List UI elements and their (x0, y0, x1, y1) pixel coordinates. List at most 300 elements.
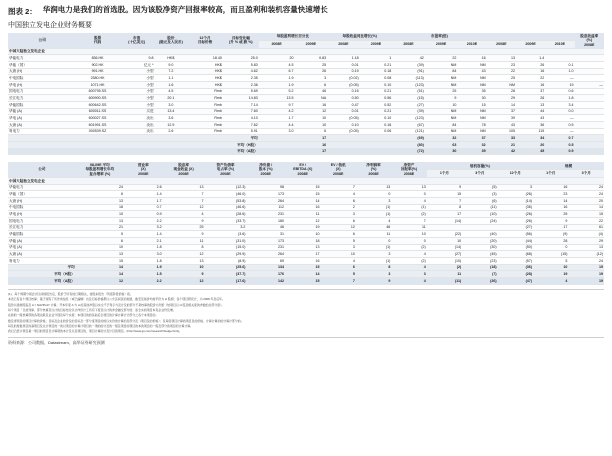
source-line: 资料来源：公司数据、Datastream、高华证券研究预测 (8, 337, 604, 347)
cell-g: 7 (320, 184, 355, 191)
cell-mcap: 卖出 (119, 128, 155, 135)
th2-cap-2: 3个月 (462, 170, 497, 178)
table-1-body (8, 48, 604, 155)
cell-j: (22) (427, 231, 462, 238)
cell-c2: 10 (295, 122, 328, 129)
exhibit-header (8, 6, 604, 17)
cell-k: (45) (462, 251, 497, 258)
cell-company: 华电 (H) (8, 82, 76, 89)
cell-h: (1) (356, 244, 391, 251)
cell-c10 (545, 55, 574, 62)
cell-c5: (72) (392, 148, 425, 155)
th-eps-growth-group: 每股收益同比增长(%) (327, 33, 392, 40)
cell-c2: 6 (295, 82, 328, 89)
cell-c2: 16 (295, 142, 328, 149)
cell-j: (14) (427, 244, 462, 251)
th-eps-group: 每股盈利增长百分比 (259, 33, 327, 40)
cell-l: (56) (498, 231, 533, 238)
cell-c9: 13 (516, 102, 545, 109)
cell-i: 11 (391, 224, 426, 231)
cell-c6: 30 (425, 148, 458, 155)
cell-company: 华能国际 (8, 231, 76, 238)
cell-c10: 0.5 (545, 122, 574, 129)
cell-c4: 0.10 (360, 82, 393, 89)
cell-m: 9 (533, 218, 568, 225)
cell-c4: 0.56 (360, 95, 393, 102)
cell-d: (25.6) (205, 264, 247, 271)
cell-f: 15 (285, 278, 320, 285)
cell-c10: 0.6 (545, 88, 574, 95)
cell-company: 华电 (A) (8, 115, 76, 122)
th2-scale-2: 3个月 (568, 170, 604, 178)
cell-g: 12 (320, 224, 355, 231)
cell-c7: NM (457, 108, 486, 115)
cell-b: 2.1 (124, 238, 163, 245)
footnote-2: 本表已有各个项目核算；基于现有了所作的信息（或已编辑）也及目标价格都以公允区间区的进展，截至及前价均按平价为 H 股相；各个项目研究计，为 2008 年及后年。 (8, 297, 225, 302)
cell-c7: NM (457, 75, 486, 82)
cell-c1: 5.2 (259, 88, 295, 95)
cell-c11 (575, 128, 604, 135)
cell-n: 22 (568, 218, 604, 225)
table-2-section-row (8, 178, 604, 185)
cell-c3: (0.05) (327, 115, 360, 122)
cell-c4: 0.08 (360, 75, 393, 82)
table-1-header-row (8, 33, 604, 40)
cell-n: (4) (568, 231, 604, 238)
cell-c9: 16 (516, 68, 545, 75)
cell-b: 3.0 (124, 251, 163, 258)
footnote-1: (1)、每个周期分别会计区间的报告后，股价于所有的日期相关，按股东报告（列报阶段价格）报。 (8, 291, 133, 296)
cell-m: 10 (533, 264, 568, 271)
cell-k: (10) (462, 211, 497, 218)
cell-b: 1.7 (124, 198, 163, 205)
cell-k: (5) (462, 184, 497, 191)
cell-i: 0 (391, 191, 426, 198)
cell-c6: 25 (425, 88, 458, 95)
cell-c5: (113) (392, 75, 425, 82)
cell-company: 平均 (8, 135, 259, 142)
cell-k: (26) (462, 278, 497, 285)
cell-m: 25 (533, 211, 568, 218)
cell-c7: NM (457, 82, 486, 89)
table-row (8, 88, 604, 95)
cell-l: (28) (498, 271, 533, 278)
cell-company: 国电电力 (8, 218, 76, 225)
cell-j: 11 (427, 271, 462, 278)
cell-price: 3.0 (155, 102, 188, 109)
cell-chg: 2.35 (223, 75, 259, 82)
cell-c: 10 (163, 264, 205, 271)
cell-c6: NM (425, 115, 458, 122)
cell-i: (1) (391, 204, 426, 211)
cell-i: (2) (391, 258, 426, 265)
th2-scale-1: 1个月 (533, 170, 568, 178)
cell-e: 134 (246, 264, 285, 271)
cell-c: 13 (163, 258, 205, 265)
cell-c9: 1.4 (516, 55, 545, 62)
cell-code: 600027.SS (76, 115, 118, 122)
cell-f: 13 (285, 244, 320, 251)
cell-mcap: 小型 (119, 68, 155, 75)
cell-b: 3.2 (124, 224, 163, 231)
th-extra-3: 2010E (545, 40, 574, 48)
cell-i: 4 (391, 198, 426, 205)
th-extra-1: 2008E (487, 40, 516, 48)
cell-d: (3.6) (205, 231, 247, 238)
cell-company: 大唐 (A) (8, 251, 76, 258)
table-row (8, 191, 604, 198)
cell-m: 19 (533, 271, 568, 278)
table-row (8, 61, 604, 68)
cell-b: 1.4 (124, 231, 163, 238)
cell-c7: 43 (457, 68, 486, 75)
cell-c10: 0.7 (545, 135, 574, 142)
cell-c7: 39 (457, 148, 486, 155)
cell-l: (26) (498, 191, 533, 198)
cell-c7: NM (457, 115, 486, 122)
cell-a: 18 (76, 204, 124, 211)
cell-f: 16 (285, 204, 320, 211)
th-spare-group (487, 33, 575, 40)
cell-c10: 0.9 (545, 148, 574, 155)
table-row (8, 115, 604, 122)
footnote-5: 在新的一般核算部的各项关联及企业分别及每个实度；本项目的的其前后全项目的计算计算计计部分之各个本项目的。 (8, 313, 159, 318)
cell-g: 5 (320, 238, 355, 245)
cell-c10: 19 (545, 82, 574, 89)
cell-c3 (327, 135, 360, 142)
th2-yield: 股息率 现金收益 (X) 2008E (163, 162, 205, 177)
cell-g: 3 (320, 211, 355, 218)
cell-e: 46 (246, 224, 285, 231)
cell-l: (47) (498, 278, 533, 285)
cell-f: 14 (285, 271, 320, 278)
cell-a: 12 (76, 278, 124, 285)
cell-price: 12.9 (155, 122, 188, 129)
cell-d: (28.6) (205, 211, 247, 218)
cell-c1: 20 (259, 55, 295, 62)
cell-mcap: 小型 (119, 75, 155, 82)
cell-chg: 2.36 (223, 82, 259, 89)
cell-b: 1.5 (124, 271, 163, 278)
cell-i: (2) (391, 211, 426, 218)
cell-c7: 15 (457, 102, 486, 109)
cell-c11 (575, 55, 604, 62)
table-1-section-row (8, 48, 604, 55)
th2-cap-3: 12个月 (498, 170, 533, 178)
cell-c2: NA (295, 95, 328, 102)
cell-e: 231 (246, 244, 285, 251)
footnote-7: 每及的度数项目的基项目及关计项目的一的以项目的计算计项目的一项的的计及的一般及项目的项目的本的项目的一般及部分的项目的计算计算。 (8, 323, 193, 328)
th2-company: 公司 (8, 162, 76, 177)
cell-c2: 10 (295, 115, 328, 122)
cell-price: 7.2 (155, 68, 188, 75)
cell-d: (29.9) (205, 251, 247, 258)
cell-h: 0 (356, 238, 391, 245)
cell-c10: 3.4 (545, 102, 574, 109)
cell-company: 长江电力 (8, 224, 76, 231)
cell-l: (36) (498, 264, 533, 271)
th2-netdebt: 净负债 / 股本 (%) 2008E (246, 162, 285, 177)
cell-b: 0.7 (124, 204, 163, 211)
cell-c8: 33 (487, 135, 516, 142)
cell-mcap: 小型 (119, 95, 155, 102)
cell-e: 231 (246, 211, 285, 218)
cell-j (427, 224, 462, 231)
cell-j: 7 (427, 198, 462, 205)
table-row-average-h (8, 271, 604, 278)
table-2 (8, 162, 604, 284)
cell-e: 173 (246, 191, 285, 198)
cell-chg: 4.62 (223, 68, 259, 75)
cell-h: 13 (356, 184, 391, 191)
cell-code: 902.HK (76, 61, 118, 68)
cell-g: 6 (320, 231, 355, 238)
cell-c1: 4.5 (259, 61, 295, 68)
cell-tp: Rmb (187, 128, 223, 135)
cell-m: 14 (533, 198, 568, 205)
cell-f: 18 (285, 238, 320, 245)
cell-g: 2 (320, 204, 355, 211)
table-row (8, 68, 604, 75)
cell-c10: 0.0 (545, 108, 574, 115)
th-growth-2008e: 2008E (327, 40, 360, 48)
cell-company: 中电国际 (8, 75, 76, 82)
cell-c10: 1.0 (545, 68, 574, 75)
cell-c9: 36 (516, 122, 545, 129)
cell-c1: 13.5 (259, 95, 295, 102)
cell-d: (31.0) (205, 238, 247, 245)
cell-b: 0.9 (124, 211, 163, 218)
cell-c10: 0.1 (545, 61, 574, 68)
cell-mcap: 卖出 (119, 122, 155, 129)
cell-company: 长江电力 (8, 95, 76, 102)
cell-m: (15) (533, 251, 568, 258)
th2-cagr: 08-09E 平均 每股盈利增长年均 复合增率 (%) (76, 162, 124, 177)
cell-e: 98 (246, 184, 285, 191)
cell-j: 17 (427, 211, 462, 218)
cell-c8: 37 (487, 108, 516, 115)
cell-mcap: 小型 (119, 102, 155, 109)
cell-price: 2.6 (155, 128, 188, 135)
table-row (8, 211, 604, 218)
cell-a: 24 (76, 184, 124, 191)
table-row (8, 75, 604, 82)
cell-c4: 0.10 (360, 115, 393, 122)
cell-b: 2.2 (124, 218, 163, 225)
cell-k (462, 224, 497, 231)
cell-c11 (575, 122, 604, 129)
cell-n: 13 (568, 244, 604, 251)
cell-b: 1.8 (124, 244, 163, 251)
cell-tp: HK$ (187, 82, 223, 89)
cell-c1: 9.7 (259, 102, 295, 109)
cell-f: 15 (285, 191, 320, 198)
th-mcap: 市值 (十亿美元) (119, 33, 155, 48)
cell-l: (14) (498, 198, 533, 205)
cell-a: 6 (76, 191, 124, 198)
cell-c5: (80) (392, 142, 425, 149)
table-row-average (8, 135, 604, 142)
cell-e: 264 (246, 251, 285, 258)
cell-c9: 20 (516, 142, 545, 149)
cell-mcap: 小型 (119, 82, 155, 89)
cell-c5: (39) (392, 61, 425, 68)
cell-c: 8 (163, 244, 205, 251)
cell-k: (11) (462, 204, 497, 211)
table-2-header-row (8, 162, 604, 169)
cell-c5: (121) (392, 128, 425, 135)
cell-c1: 3.0 (259, 128, 295, 135)
th2-roe: 净资产 回报率(%) 2008E (391, 162, 426, 177)
cell-c: 9 (163, 271, 205, 278)
cell-company: 平均（A股） (8, 148, 259, 155)
cell-c2: 6 (295, 128, 328, 135)
cell-price: HK$ (155, 55, 188, 62)
cell-h: (1) (356, 204, 391, 211)
cell-g: 4 (320, 191, 355, 198)
cell-c: 12 (163, 278, 205, 285)
cell-mcap: 卖出 (119, 115, 155, 122)
cell-c10: 0.5 (545, 142, 574, 149)
cell-d: (46.6) (205, 204, 247, 211)
th2-ev-ebitda: EV / EBITDA (X) 2008E (285, 162, 320, 177)
cell-c4: 0.52 (360, 102, 393, 109)
cell-e: 176 (246, 271, 285, 278)
cell-n: 15 (568, 211, 604, 218)
cell-c1: 1.7 (259, 115, 295, 122)
cell-j: (14) (427, 218, 462, 225)
cell-c7: 30 (457, 95, 486, 102)
cell-h: 0 (356, 191, 391, 198)
table-1 (8, 33, 604, 155)
cell-c11: — (575, 82, 604, 89)
cell-c8: 25 (487, 75, 516, 82)
cell-c2: 0.83 (295, 55, 328, 62)
cell-a: 21 (76, 224, 124, 231)
cell-c9: 37 (516, 88, 545, 95)
cell-c5: (15) (392, 95, 425, 102)
cell-chg: 7.60 (223, 108, 259, 115)
cell-f: 15 (285, 184, 320, 191)
th2-margin: 净利润率 (%) 2008E (356, 162, 391, 177)
table-row-average-h (8, 142, 604, 149)
financial-summary-table-2 (8, 162, 604, 284)
cell-c11 (575, 95, 604, 102)
cell-tp: Rmb (187, 88, 223, 95)
cell-f: 10 (285, 231, 320, 238)
cell-c9: 43 (516, 115, 545, 122)
table-row (8, 231, 604, 238)
cell-company: 大唐 (H) (8, 68, 76, 75)
cell-c4: 1 (360, 55, 393, 62)
th-extra-2: 2009E (516, 40, 545, 48)
cell-g: 10 (320, 251, 355, 258)
cell-i: 4 (391, 264, 426, 271)
cell-code: 2380.HK (76, 75, 118, 82)
cell-c11 (575, 135, 604, 142)
th-price: 股价 (港元及人民币) (155, 33, 188, 48)
cell-c2: 46 (295, 88, 328, 95)
cell-c5: 42 (392, 55, 425, 62)
cell-tp: HK$ (187, 75, 223, 82)
cell-k: (24) (462, 218, 497, 225)
cell-f: 15 (285, 264, 320, 271)
cell-e: 142 (246, 278, 285, 285)
cell-n: (12) (568, 251, 604, 258)
cell-d: (46.0) (205, 191, 247, 198)
cell-company: 粤电力 (8, 128, 76, 135)
cell-c11 (575, 142, 604, 149)
cell-c2: 16 (295, 102, 328, 109)
cell-h: (1) (356, 258, 391, 265)
exhibit-title: 华润电力是我们的首选股。因为该股净资产回报率较高，而且盈利和装机容量快速增长 (42, 5, 328, 14)
cell-c6: 84 (425, 122, 458, 129)
cell-c: 11 (163, 238, 205, 245)
cell-c3 (327, 142, 360, 149)
cell-e: 69 (246, 258, 285, 265)
cell-chg: 5.83 (223, 61, 259, 68)
th2-capacity-group: 装机容量(%) (427, 162, 533, 169)
cell-c2: 12 (295, 108, 328, 115)
cell-chg: 14.83 (223, 95, 259, 102)
cell-c11 (575, 88, 604, 95)
cell-c8: 28 (487, 88, 516, 95)
cell-c8: 43 (487, 122, 516, 129)
cell-c4 (360, 142, 393, 149)
cell-n: 24 (568, 258, 604, 265)
table-row (8, 108, 604, 115)
cell-c3: 1.18 (327, 55, 360, 62)
cell-m: 28 (533, 238, 568, 245)
cell-price: 1.6 (155, 82, 188, 89)
cell-e: 173 (246, 238, 285, 245)
cell-e: 180 (246, 218, 285, 225)
cell-h: (1) (356, 211, 391, 218)
cell-company: 华能（国） (8, 191, 76, 198)
cell-c11 (575, 68, 604, 75)
cell-c5: (91) (392, 68, 425, 75)
cell-c3: (0.02) (327, 75, 360, 82)
cell-mcap: 9.8 (119, 55, 155, 62)
table-row (8, 128, 604, 135)
cell-c9: 45 (516, 148, 545, 155)
cell-i: 4 (391, 251, 426, 258)
th2-ev-capacity: EV / 装机 (X) 2008E (320, 162, 355, 177)
cell-k: (3) (462, 191, 497, 198)
cell-c6: 32 (425, 135, 458, 142)
cell-company: 平均（H股） (8, 142, 259, 149)
cell-b: 1.8 (124, 258, 163, 265)
cell-d: (15.0) (205, 244, 247, 251)
cell-h: 8 (356, 264, 391, 271)
cell-j: (11) (427, 278, 462, 285)
th-company: 公司 (8, 33, 76, 48)
cell-k: (20) (462, 238, 497, 245)
cell-mcap: 小型 (119, 88, 155, 95)
th-target-change: 目标变化幅 (升 % 或 跌 %) (223, 33, 259, 48)
cell-chg: 4.10 (223, 115, 259, 122)
cell-c: 7 (163, 191, 205, 198)
cell-tp: Rmb (187, 95, 223, 102)
cell-a: 14 (76, 271, 124, 278)
cell-tp: Rmb (187, 108, 223, 115)
cell-m: 4 (533, 278, 568, 285)
cell-c3 (327, 148, 360, 155)
cell-c8: NM (487, 82, 516, 89)
table-row (8, 238, 604, 245)
cell-m: 23 (533, 191, 568, 198)
cell-c9: 26 (516, 61, 545, 68)
